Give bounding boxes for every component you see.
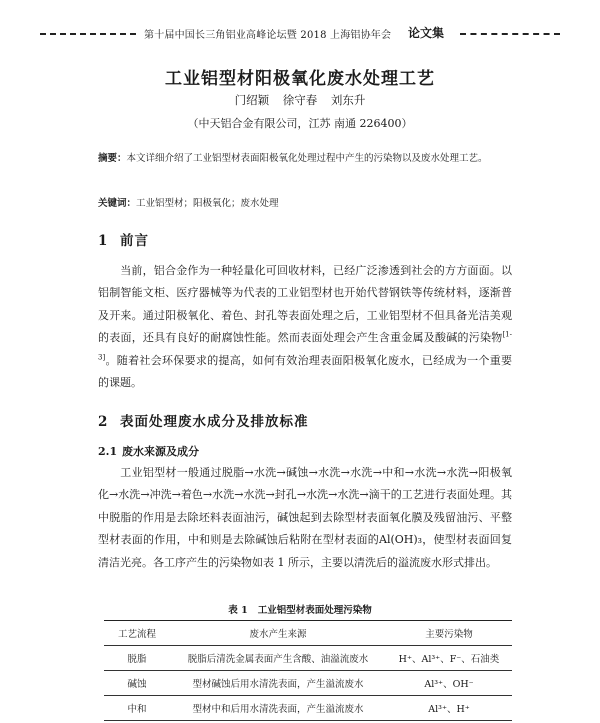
keywords-text: 工业铝型材；阳极氧化；废水处理 bbox=[136, 198, 279, 209]
keywords bbox=[98, 195, 508, 209]
table-caption bbox=[0, 602, 600, 616]
section-title: 表面处理废水成分及排放标准 bbox=[120, 414, 309, 430]
table-header-row bbox=[104, 621, 512, 646]
column-header: 工艺流程 bbox=[104, 621, 170, 646]
table-cell: 型材碱蚀后用水清洗表面，产生溢流废水 bbox=[170, 671, 386, 696]
table-row bbox=[104, 671, 512, 696]
header-conference-text: 第十届中国长三角铝业高峰论坛暨 2018 上海铝协年会 bbox=[144, 30, 392, 41]
table-cell: Al³⁺、H⁺ bbox=[386, 696, 512, 721]
running-header bbox=[40, 26, 560, 42]
section-number: 1 bbox=[98, 233, 109, 249]
section-heading bbox=[98, 410, 309, 430]
abstract-label: 摘要： bbox=[98, 153, 127, 164]
keywords-label: 关键词： bbox=[98, 198, 137, 209]
table-cell: 型材中和后用水清洗表面，产生溢流废水 bbox=[170, 696, 386, 721]
header-rule-right bbox=[460, 33, 560, 35]
abstract bbox=[98, 150, 508, 167]
section-heading bbox=[98, 229, 149, 249]
pollutant-table bbox=[104, 620, 512, 721]
header-brand: 论文集 bbox=[408, 26, 445, 40]
paragraph-text: 工业铝型材一般通过脱脂→水洗→碱蚀→水洗→水洗→中和→水洗→水洗→阳极氧化→水洗→冲洗→着色→水洗→水洗→封孔→水洗→水洗→滴干的工艺进行表面处理。其中脱脂的作用是去除坯料表面油污，碱蚀起到去除型材表面氧化膜及残留油污、平整型材表面的作用，中和则是去除碱蚀后粘附在型材表面的Al(OH)₃，使型材表面回复清洁光亮。各工序产生的污染物如表 1 所示，主要以清洗后的溢流废水形式排出。 bbox=[98, 466, 512, 569]
table-row bbox=[104, 646, 512, 671]
paragraph-text: 。随着社会环保要求的提高，如何有效治理表面阳极氧化废水，已经成为一个重要的课题。 bbox=[98, 353, 512, 390]
body-paragraph bbox=[98, 462, 512, 574]
table-caption-text: 工业铝型材表面处理污染物 bbox=[257, 605, 372, 616]
body-paragraph bbox=[98, 260, 512, 394]
table-cell: Al³⁺、OH⁻ bbox=[386, 671, 512, 696]
table-cell: 脱脂后清洗金属表面产生含酸、油溢流废水 bbox=[170, 646, 386, 671]
paragraph-text: 当前，铝合金作为一种轻量化可回收材料，已经广泛渗透到社会的方方面面。以铝制智能文柜、医疗器械等为代表的工业铝型材也开始代替钢铁等传统材料，逐渐普及开来。通过阳极氧化、着色、封孔等表面处理之后，工业铝型材不但具备光洁美观的表面，还具有良好的耐腐蚀性能。然而表面处理会产生含重金属及酸碱的污染物 bbox=[98, 264, 512, 345]
author: 门绍颖 bbox=[234, 93, 270, 107]
subsection-heading bbox=[98, 443, 199, 459]
section-number: 2 bbox=[98, 414, 109, 430]
subsection-number: 2.1 bbox=[98, 445, 118, 458]
abstract-text: 本文详细介绍了工业铝型材表面阳极氧化处理过程中产生的污染物以及废水处理工艺。 bbox=[126, 153, 488, 164]
author-list bbox=[0, 92, 600, 108]
column-header: 废水产生来源 bbox=[170, 621, 386, 646]
citation: [1-3] bbox=[98, 330, 512, 361]
subsection-title: 废水来源及成分 bbox=[122, 445, 199, 458]
table-label: 表 1 bbox=[228, 605, 248, 616]
column-header: 主要污染物 bbox=[386, 621, 512, 646]
table-cell: 碱蚀 bbox=[104, 671, 170, 696]
paper-title: 工业铝型材阳极氧化废水处理工艺 bbox=[165, 69, 435, 89]
table-row bbox=[104, 696, 512, 721]
section-title: 前言 bbox=[120, 233, 149, 249]
affiliation: （中天铝合金有限公司，江苏 南通 226400） bbox=[187, 117, 413, 130]
table-cell: 中和 bbox=[104, 696, 170, 721]
header-rule-left bbox=[40, 33, 136, 35]
author: 徐守春 bbox=[282, 93, 318, 107]
table-cell: 脱脂 bbox=[104, 646, 170, 671]
table-cell: H⁺、Al³⁺、F⁻、石油类 bbox=[386, 646, 512, 671]
author: 刘东升 bbox=[330, 93, 366, 107]
